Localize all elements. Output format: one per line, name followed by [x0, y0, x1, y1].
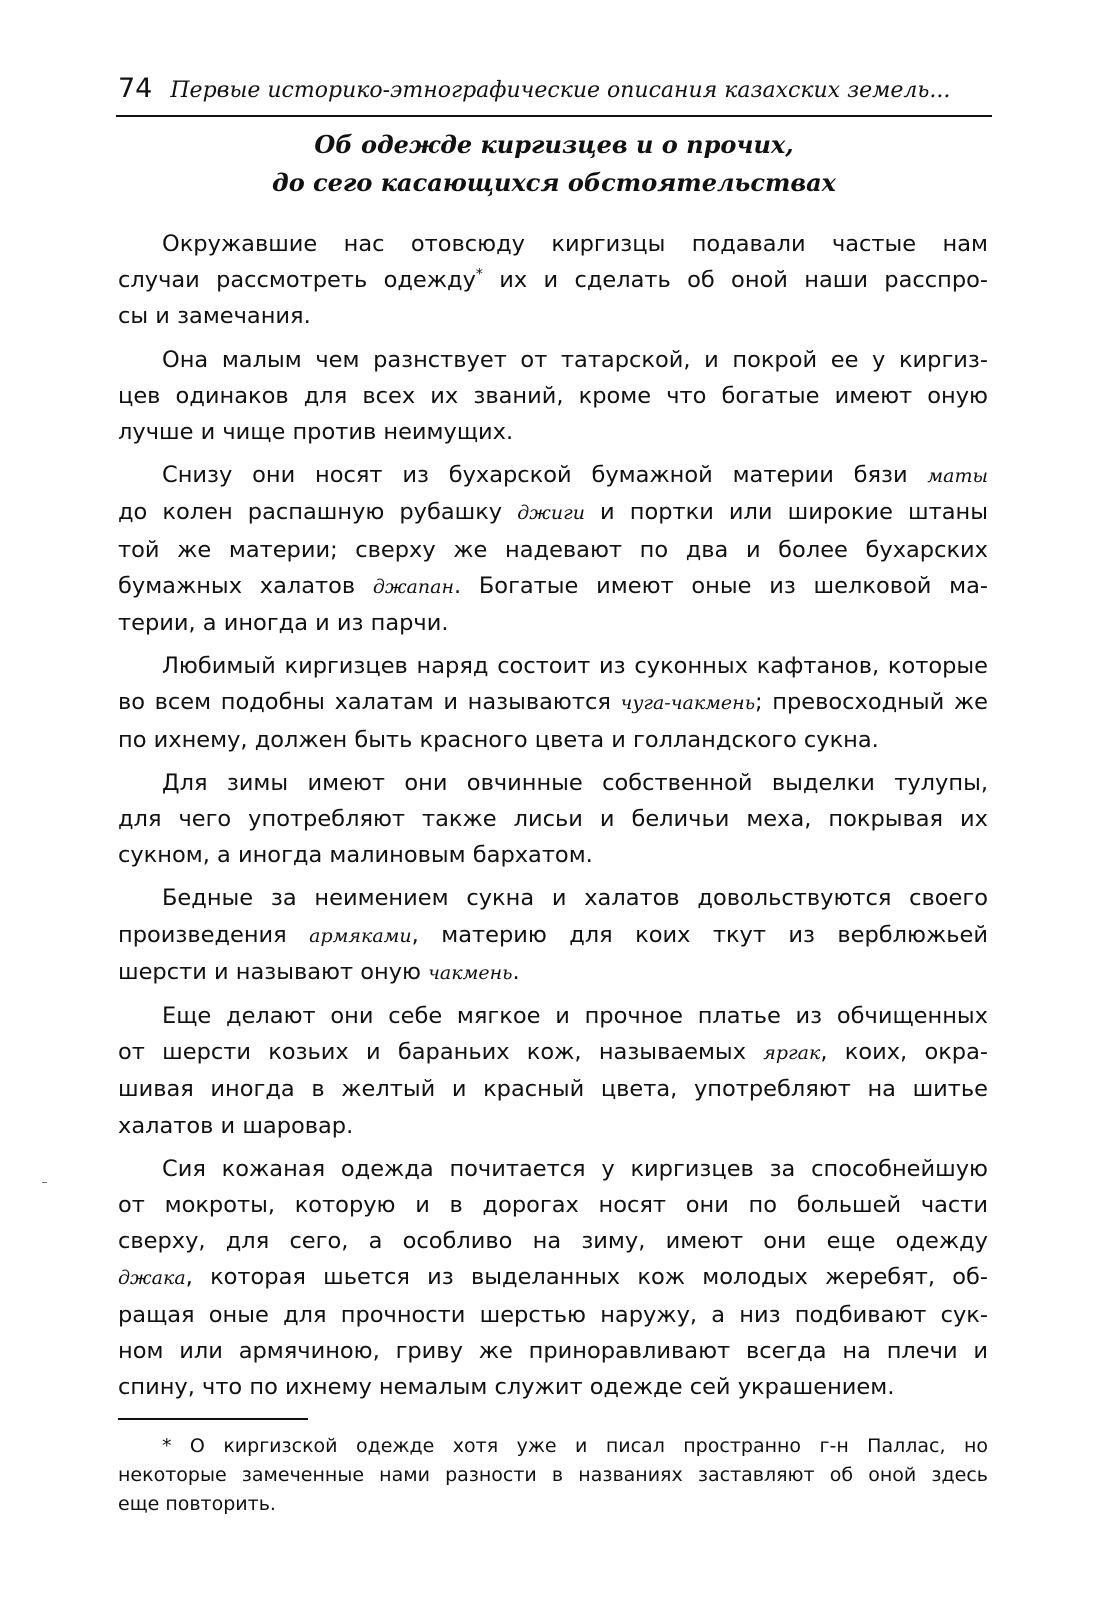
text-run: . Богатые имеют оные из шелковой ма-: [453, 572, 988, 599]
text-line: [118, 1034, 988, 1071]
text-line: ращая оные для прочности шерстью наружу, а низ подбивают сук-: [118, 1301, 988, 1328]
kazakh-term: яргак: [763, 1042, 821, 1065]
footnote-line: еще повторить.: [118, 1493, 276, 1515]
text-line: [118, 568, 988, 605]
paragraph: [118, 457, 988, 641]
text-run: до колен распашную рубашку: [118, 499, 518, 526]
text-line: по ихнему, должен быть красного цвета и голландского сукна.: [118, 726, 879, 753]
paragraph: [118, 880, 988, 991]
footnote-line: [118, 1432, 988, 1461]
text-line: Для зимы имеют они овчинные собственной выделки тулупы,: [162, 769, 988, 796]
text-line: сы и замечания.: [118, 303, 311, 330]
kazakh-term: джака: [118, 1267, 186, 1290]
footnote-reference: *: [475, 266, 483, 283]
text-line: сукном, а иногда малиновым бархатом.: [118, 842, 593, 869]
text-line: Сия кожаная одежда почитается у киргизцев за способнейшую: [162, 1155, 988, 1182]
text-line: Любимый киргизцев наряд состоит из суконных кафтанов, которые: [162, 653, 988, 680]
running-head: [118, 72, 990, 108]
text-line: [118, 917, 988, 954]
text-run: , которая шьется из выделанных кож молодых жеребят, об-: [185, 1264, 988, 1291]
text-line: [118, 457, 988, 494]
chapter-title-line: до сего касающихся обстоятельствах: [272, 168, 836, 197]
kazakh-term: маты: [927, 465, 988, 488]
text-line: цев одинаков для всех их званий, кроме что богатые имеют оную: [118, 382, 988, 409]
text-run: ; превосходный же: [755, 689, 989, 716]
text-line: для чего употребляют также лисьи и беличьи меха, покрывая их: [118, 806, 988, 833]
text-run: от шерсти козьих и бараньих кож, называемых: [118, 1039, 764, 1066]
text-line: Окружавшие нас отовсюду киргизцы подавали частые нам: [162, 231, 988, 257]
scan-speck: [42, 1182, 47, 1183]
text-run: , коих, окра-: [820, 1039, 988, 1066]
body-text: [118, 226, 988, 1412]
footnote: [118, 1432, 988, 1519]
text-run: , материю для коих ткут из верблюжьей: [411, 921, 988, 948]
text-line: [118, 494, 988, 531]
text-run: и портки или широкие штаны: [584, 499, 988, 526]
text-line: Она малым чем разнствует от татарской, и покрой ее у киргиз-: [162, 346, 988, 373]
kazakh-term: джиги: [517, 502, 585, 525]
text-line: от мокроты, которую и в дорогах носят они по большей части: [118, 1192, 988, 1219]
kazakh-term: чакмень: [428, 961, 513, 984]
text-run: случаи рассмотреть одежду: [118, 267, 476, 294]
kazakh-term: джапан: [372, 575, 454, 598]
chapter-title: [120, 126, 988, 202]
text-line: [118, 954, 988, 991]
text-line: спину, что по ихнему немалым служит одежде сей украшением.: [118, 1374, 895, 1401]
text-run: произведения: [118, 921, 310, 948]
text-line: Бедные за неимением сукна и халатов довольствуются своего: [162, 885, 988, 912]
text-line: лучше и чище против неимущих.: [118, 419, 514, 446]
footnote-mark: *: [162, 1435, 172, 1457]
paragraph: [118, 342, 988, 451]
paragraph: [118, 1151, 988, 1405]
paragraph: [118, 226, 988, 335]
text-run: О киргизской одежде хотя уже и писал пространно г-н Паллас, но: [171, 1435, 988, 1457]
footnote-rule: [118, 1418, 308, 1420]
text-run: шерсти и называют оную: [118, 958, 429, 985]
kazakh-term: армяками: [309, 924, 412, 947]
text-run: во всем подобны халатам и называются: [118, 689, 621, 716]
text-line: той же материи; сверху же надевают по два и более бухарских: [118, 536, 988, 563]
kazakh-term: чуга-чакмень: [620, 692, 756, 715]
text-line: [118, 262, 988, 298]
running-title: Первые историко-этнографические описания казахских земель...: [170, 78, 951, 103]
footnote-line: некоторые замеченные нами разности в названиях заставляют об оной здесь: [118, 1464, 988, 1486]
chapter-title-line: Об одежде киргизцев и о прочих,: [314, 130, 794, 159]
paragraph: [118, 765, 988, 874]
paragraph: [118, 998, 988, 1144]
paragraph: [118, 648, 988, 758]
text-run: их и сделать об оной наши расспро-: [482, 267, 988, 294]
text-line: [118, 684, 988, 721]
text-run: Снизу они носят из бухарской бумажной материи бязи: [162, 462, 928, 489]
text-line: сверху, для сего, а особливо на зиму, имеют они еще одежду: [118, 1228, 988, 1255]
text-line: [118, 1259, 988, 1296]
text-run: бумажных халатов: [118, 572, 373, 599]
text-line: халатов и шаровар.: [118, 1112, 354, 1139]
text-line: терии, а иногда и из парчи.: [118, 610, 449, 637]
page-number: 74: [118, 73, 153, 104]
text-line: шивая иногда в желтый и красный цвета, употребляют на шитье: [118, 1076, 988, 1103]
text-run: .: [512, 958, 520, 985]
text-line: ном или армячиною, гриву же приноравливают всегда на плечи и: [118, 1337, 988, 1364]
header-rule: [116, 115, 992, 117]
text-line: Еще делают они себе мягкое и прочное платье из обчищенных: [162, 1003, 988, 1030]
